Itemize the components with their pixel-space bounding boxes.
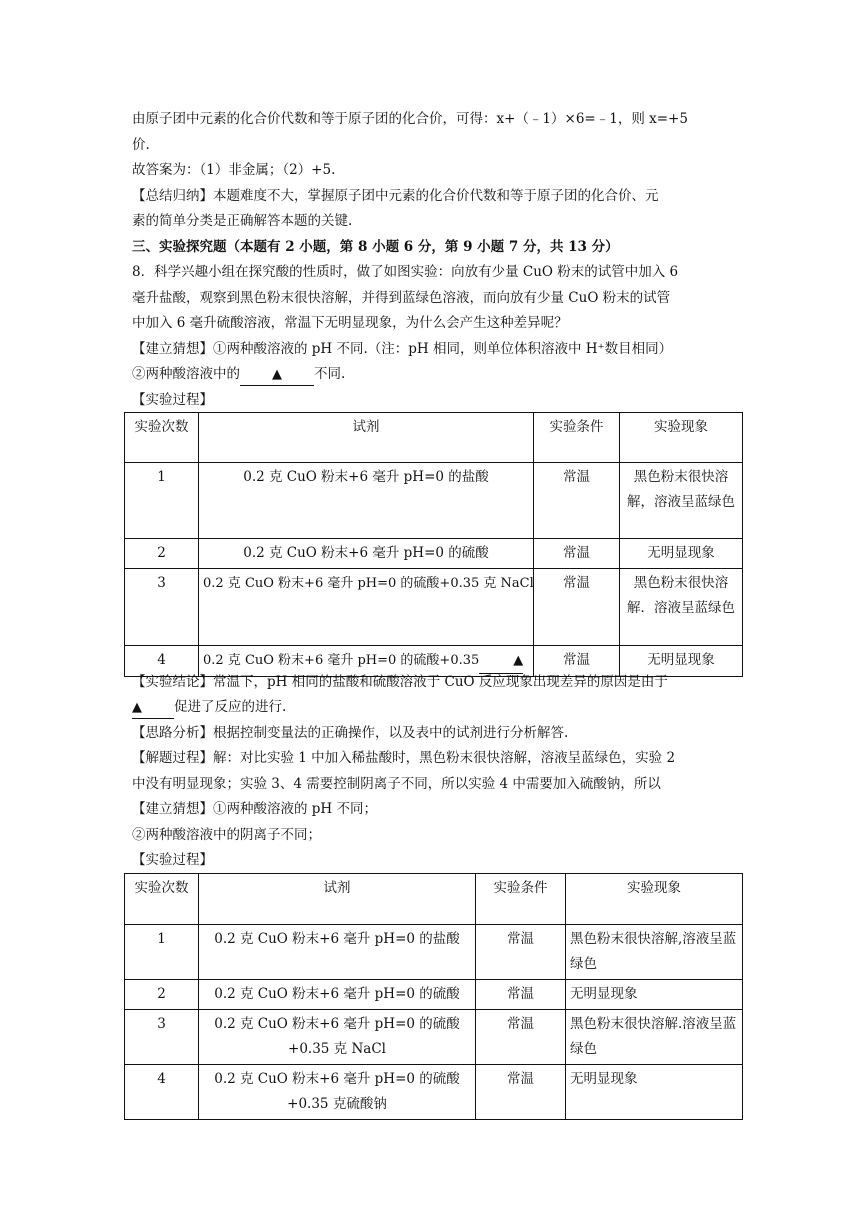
table-row	[125, 925, 743, 980]
text-line: 价.	[132, 137, 150, 153]
table-row	[125, 1010, 743, 1065]
table-cell: 1	[125, 925, 199, 980]
section-heading: 三、实验探究题（本题有 2 小题，第 8 小题 6 分，第 9 小题 7 分，共 13 分）	[132, 239, 619, 255]
text-line: 【总结归纳】本题难度不大，掌握原子团中元素的化合价代数和等于原子团的化合价、元	[132, 188, 659, 204]
table-cell: 常温	[476, 1065, 566, 1120]
solution-line: 【建立猜想】①两种酸溶液的 pH 不同；	[132, 801, 377, 817]
hypothesis-suffix: 不同.	[314, 366, 346, 382]
table-cell: 黑色粉末很快溶解．溶液呈蓝绿色	[620, 569, 743, 646]
question-text: 毫升盐酸，观察到黑色粉末很快溶解，并得到蓝绿色溶液，而向放有少量 CuO 粉末的试管	[132, 290, 671, 306]
table-cell: 0.2 克 CuO 粉末+6 毫升 pH=0 的硫酸+0.35 克 NaCl	[199, 1010, 476, 1065]
table-cell: 0.2 克 CuO 粉末+6 毫升 pH=0 的硫酸	[199, 539, 534, 569]
table-cell: 无明显现象	[620, 646, 743, 677]
table-cell: 3	[125, 1010, 199, 1065]
question-text: 中加入 6 毫升硫酸溶液，常温下无明显现象，为什么会产生这种差异呢？	[132, 315, 568, 331]
table-cell: 无明显现象	[566, 980, 743, 1010]
text-line: 素的简单分类是正确解答本题的关键.	[132, 213, 353, 229]
table-cell: 黑色粉末很快溶解.溶液呈蓝绿色	[566, 1010, 743, 1065]
conclusion-line: 【实验结论】常温下，pH 相同的盐酸和硫酸溶液于 CuO 反应现象出现差异的原因是由于	[132, 674, 668, 690]
analysis-line: 【思路分析】根据控制变量法的正确操作，以及表中的试剂进行分析解答.	[132, 725, 569, 741]
table-row	[125, 980, 743, 1010]
hypothesis-line: 【建立猜想】①两种酸溶液的 pH 不同.（注：pH 相同，则单位体积溶液中 H⁺数目相同）	[132, 341, 673, 357]
table-header-cell: 实验现象	[566, 874, 743, 925]
conclusion-suffix: 促进了反应的进行.	[174, 699, 287, 715]
experiment-table-1	[124, 412, 743, 677]
table-row	[125, 463, 743, 539]
table-row	[125, 539, 743, 569]
table-cell: 黑色粉末很快溶解，溶液呈蓝绿色	[620, 463, 743, 539]
solution-line: 【解题过程】解：对比实验 1 中加入稀盐酸时，黑色粉末很快溶解，溶液呈蓝绿色，实验 2	[132, 750, 676, 766]
table-header-cell: 试剂	[199, 874, 476, 925]
table-cell: 常温	[476, 925, 566, 980]
table-row	[125, 569, 743, 646]
conclusion-line-2	[132, 697, 286, 719]
table-header-cell: 试剂	[199, 413, 534, 463]
experiment-table-2	[124, 873, 743, 1120]
table-cell: 0.2 克 CuO 粉末+6 毫升 pH=0 的盐酸	[199, 463, 534, 539]
text-line: 故答案为：（1）非金属；（2）+5.	[132, 162, 336, 178]
table-header-cell: 实验次数	[125, 874, 199, 925]
table-cell: 常温	[476, 980, 566, 1010]
table-cell: 2	[125, 980, 199, 1010]
hypothesis-prefix: ②两种酸溶液中的	[132, 366, 240, 382]
table-cell: 4	[125, 646, 199, 677]
table-cell: 无明显现象	[566, 1065, 743, 1120]
table-header-cell: 实验条件	[476, 874, 566, 925]
table-cell: 0.2 克 CuO 粉末+6 毫升 pH=0 的盐酸	[199, 925, 476, 980]
text-line: 由原子团中元素的化合价代数和等于原子团的化合价，可得：x+（﹣1）×6=﹣1，则 x=+5	[132, 111, 688, 127]
hypothesis-line-2	[132, 364, 345, 386]
table-row	[125, 1065, 743, 1120]
process-heading: 【实验过程】	[132, 852, 213, 868]
answer-blank: ▲	[132, 698, 174, 719]
solution-line: 中没有明显现象；实验 3、4 需要控制阴离子不同，所以实验 4 中需要加入硫酸钠，所以	[132, 776, 661, 792]
table-cell: 常温	[534, 463, 620, 539]
table-cell: 0.2 克 CuO 粉末+6 毫升 pH=0 的硫酸	[199, 980, 476, 1010]
table-cell: 常温	[534, 646, 620, 677]
answer-blank: ▲	[479, 648, 523, 674]
table-header-cell: 实验现象	[620, 413, 743, 463]
table-cell: 无明显现象	[620, 539, 743, 569]
process-heading: 【实验过程】	[132, 392, 213, 408]
table-cell: 黑色粉末很快溶解,溶液呈蓝绿色	[566, 925, 743, 980]
reagent-text: 0.2 克 CuO 粉末+6 毫升 pH=0 的硫酸+0.35	[203, 653, 480, 668]
table-cell: 4	[125, 1065, 199, 1120]
question-text: 8．科学兴趣小组在探究酸的性质时，做了如图实验：向放有少量 CuO 粉末的试管中加入 6	[132, 264, 679, 280]
solution-line: ②两种酸溶液中的阴离子不同；	[132, 827, 321, 843]
table-header-cell: 实验次数	[125, 413, 199, 463]
table-cell: 常温	[476, 1010, 566, 1065]
answer-blank: ▲	[240, 365, 314, 386]
table-cell: 0.2 克 CuO 粉末+6 毫升 pH=0 的硫酸+0.35 克硫酸钠	[199, 1065, 476, 1120]
table-cell: 2	[125, 539, 199, 569]
table-cell: 0.2 克 CuO 粉末+6 毫升 pH=0 的硫酸+0.35 克 NaCl	[199, 569, 534, 646]
table-cell: 3	[125, 569, 199, 646]
table-header-cell: 实验条件	[534, 413, 620, 463]
table-cell: 1	[125, 463, 199, 539]
table-cell: 常温	[534, 569, 620, 646]
table-cell: 常温	[534, 539, 620, 569]
